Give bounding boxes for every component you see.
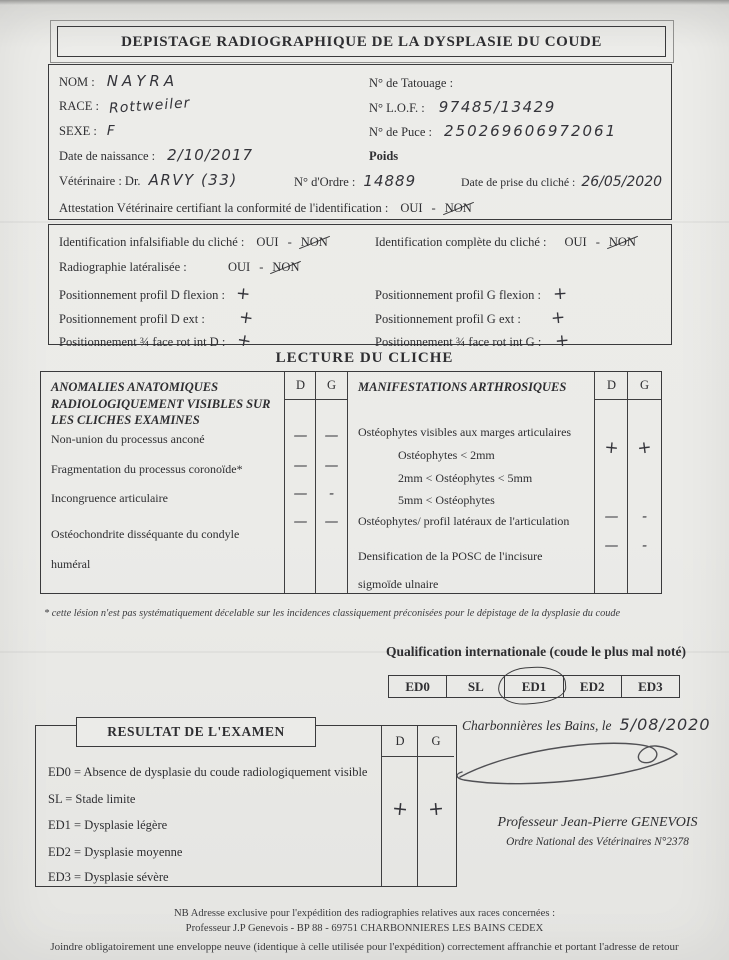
col-d-header: D — [595, 372, 628, 400]
legend-line: ED3 = Dysplasie sévère — [48, 870, 169, 884]
pos-mark: + — [235, 329, 254, 353]
signer-name: Professeur Jean-Pierre GENEVOIS — [497, 815, 698, 830]
resultat-section — [35, 725, 457, 887]
check-infalsifiable — [59, 233, 328, 251]
field-nom — [59, 72, 178, 91]
field-poids — [369, 147, 398, 165]
legend-line: SL = Stade limite — [48, 792, 136, 806]
checks-section — [48, 224, 672, 353]
anomalies-col-d — [284, 372, 316, 593]
scan-edge-shadow — [0, 0, 729, 5]
col-d-header: D — [382, 726, 418, 757]
ed-cell-ed3: ED3 — [638, 678, 663, 694]
paper-crease — [0, 221, 729, 223]
field-veterinaire — [59, 171, 238, 190]
mark-cell: — — [604, 509, 619, 525]
dash-text: - — [431, 201, 436, 215]
anomalies-table — [41, 372, 348, 593]
mark-cell: — — [324, 428, 339, 444]
mark-cell: — — [293, 458, 308, 474]
field-tatouage — [369, 74, 453, 92]
field-naissance — [59, 146, 253, 165]
poids-label: Poids — [369, 149, 399, 163]
ordre-value: 14889 — [363, 172, 417, 190]
form-title-box — [57, 26, 666, 57]
arthrose-header: MANIFESTATIONS ARTHROSIQUES — [358, 380, 567, 394]
tatouage-label: N° de Tatouage : — [369, 76, 454, 90]
ed-cell-sl: SL — [447, 676, 505, 697]
naissance-value: 2/10/2017 — [167, 146, 254, 164]
veterinaire-label: Vétérinaire : Dr. — [59, 174, 141, 188]
non-text-struck: NON — [300, 235, 328, 249]
place-label: Charbonnières les Bains, le — [462, 718, 612, 733]
signature — [446, 733, 694, 795]
pos-mark: + — [554, 330, 571, 352]
pos-d-ext — [59, 308, 253, 328]
mark-cell: - — [641, 509, 648, 525]
anomalies-col-g — [315, 372, 347, 593]
oui-text: OUI — [228, 260, 251, 274]
footer-line-2: Professeur J.P Genevois - BP 88 - 69751 CHARBONNIERES LES BAINS CEDEX — [185, 923, 544, 934]
anomaly-row: Fragmentation du processus coronoïde* — [51, 462, 243, 476]
mark-cell: — — [293, 428, 308, 444]
arthrose-table — [348, 372, 661, 593]
lof-value: 97485/13429 — [438, 98, 556, 116]
pos-label: Positionnement profil G ext : — [375, 312, 521, 326]
signer-order-number: Ordre National des Vétérinaires N°2378 — [506, 836, 689, 848]
pos-label: Positionnement profil D flexion : — [59, 288, 225, 302]
arthrose-row: Ostéophytes visibles aux marges articulaires — [358, 425, 572, 439]
footnote: * cette lésion n'est pas systématiquement décelable sur les incidences classiquement préconisées pour le dépistage de la dysplasie du coude — [44, 608, 621, 619]
anomaly-row: Incongruence articulaire — [51, 491, 168, 505]
pos-mark: + — [234, 283, 252, 305]
resultat-heading: RESULTAT DE L'EXAMEN — [107, 724, 285, 739]
mark-cell: - — [641, 538, 648, 554]
lof-label: N° L.O.F. : — [369, 101, 425, 115]
field-puce — [369, 122, 617, 141]
result-mark-d: + — [390, 797, 410, 821]
attestation-label: Attestation Vétérinaire certifiant la conformité de l'identification : — [59, 201, 389, 215]
ed1-selection-circle — [497, 665, 567, 707]
legend-line: ED1 = Dysplasie légère — [48, 818, 168, 832]
arthrose-row: 2mm < Ostéophytes < 5mm — [398, 471, 533, 485]
mark-cell: — — [293, 514, 308, 530]
non-text-struck: NON — [608, 235, 636, 249]
complete-label: Identification complète du cliché : — [375, 235, 547, 249]
col-d-header: D — [285, 372, 316, 400]
signature-place-line — [462, 715, 711, 735]
pos-label: Positionnement profil D ext : — [59, 312, 205, 326]
qualification-label: Qualification internationale (coude le plus mal noté) — [386, 644, 686, 659]
anomalies-header: ANOMALIES ANATOMIQUES RADIOLOGIQUEMENT VISIBLES SUR LES CLICHES EXAMINES — [51, 380, 271, 427]
infalsifiable-label: Identification infalsifiable du cliché : — [59, 235, 245, 249]
nom-label: NOM : — [59, 75, 95, 89]
lecture-table — [40, 371, 662, 594]
ordre-label: N° d'Ordre : — [294, 175, 356, 189]
oui-text: OUI — [256, 235, 279, 249]
arthrose-row: Ostéophytes/ profil latéraux de l'articulation — [358, 514, 570, 528]
attestation-line — [59, 199, 472, 217]
pos-label: Positionnement profil G flexion : — [375, 288, 541, 302]
field-prise-cliche — [461, 173, 662, 191]
prise-label: Date de prise du cliché : — [461, 175, 576, 189]
puce-label: N° de Puce : — [369, 125, 432, 139]
legend-line: ED0 = Absence de dysplasie du coude radiologiquement visible — [48, 765, 368, 779]
mark-cell: + — [603, 437, 620, 459]
pos-d-rot — [59, 331, 252, 351]
mark-cell: — — [604, 538, 619, 554]
mark-cell: — — [293, 486, 308, 502]
pos-g-rot — [375, 331, 570, 351]
field-sexe — [59, 122, 115, 140]
field-race — [59, 97, 190, 115]
anomaly-row: Ostéochondrite disséquante du condyle huméral — [51, 527, 240, 571]
pos-mark: + — [549, 307, 567, 329]
race-value: Rottweiler — [108, 95, 191, 117]
nom-value: NAYRA — [106, 72, 179, 90]
mark-cell: - — [328, 486, 335, 502]
lateralisee-label: Radiographie latéralisée : — [59, 260, 187, 274]
oui-text: OUI — [564, 235, 587, 249]
col-g-header: G — [418, 726, 454, 757]
ed-cell-ed2: ED2 — [564, 676, 622, 697]
veterinaire-value: ARVY (33) — [148, 171, 238, 189]
non-text-struck: NON — [444, 201, 472, 215]
sexe-label: SEXE : — [59, 124, 97, 138]
resultat-col-d — [381, 726, 418, 886]
pos-label: Positionnement ¾ face rot int D : — [59, 335, 226, 349]
naissance-label: Date de naissance : — [59, 149, 156, 163]
pos-mark: + — [552, 283, 568, 305]
pos-g-flexion — [375, 284, 567, 304]
sexe-value: F — [106, 123, 115, 139]
dash-text: - — [259, 260, 264, 274]
mark-cell: — — [324, 514, 339, 530]
pos-mark: + — [237, 307, 255, 329]
signature-date: 5/08/2020 — [619, 715, 711, 734]
legend-line: ED2 = Dysplasie moyenne — [48, 845, 183, 859]
ed-cell-ed0: ED0 — [389, 676, 447, 697]
puce-value: 250269606972061 — [443, 122, 618, 140]
col-g-header: G — [316, 372, 347, 400]
arthrose-row: Ostéophytes < 2mm — [398, 448, 495, 462]
col-g-header: G — [628, 372, 661, 400]
anomaly-row: Non-union du processus anconé — [51, 432, 205, 446]
attestation-choice — [400, 201, 471, 215]
arthrose-row: 5mm < Ostéophytes — [398, 493, 495, 507]
arthrose-col-g — [627, 372, 661, 593]
result-mark-g: + — [427, 797, 445, 821]
footer-line-3: Joindre obligatoirement une enveloppe neuve (identique à celle utilisée pour l'expédition) correctement affranchie et portant l'adresse de retour — [50, 941, 679, 953]
oui-text: OUI — [400, 201, 423, 215]
form-title: DEPISTAGE RADIOGRAPHIQUE DE LA DYSPLASIE DU COUDE — [121, 34, 602, 50]
mark-cell: + — [636, 437, 653, 459]
mark-cell: — — [324, 458, 339, 474]
footer-line-1: NB Adresse exclusive pour l'expédition des radiographies relatives aux races concernées : — [173, 908, 556, 919]
field-ordre — [294, 172, 416, 191]
dash-text: - — [287, 235, 292, 249]
pos-d-flexion — [59, 284, 250, 304]
non-text-struck: NON — [272, 260, 300, 274]
identity-section — [48, 64, 672, 220]
check-lateralisee — [59, 258, 299, 276]
check-complete — [375, 233, 636, 251]
field-lof — [369, 98, 556, 117]
ed-cell-ed1: ED1 — [505, 676, 563, 697]
resultat-title-box — [76, 717, 316, 747]
pos-label: Positionnement ¾ face rot int G : — [375, 335, 542, 349]
arthrose-col-d — [594, 372, 628, 593]
pos-g-ext — [375, 308, 565, 328]
race-label: RACE : — [59, 99, 99, 113]
lecture-heading: LECTURE DU CLICHE — [275, 350, 454, 366]
dash-text: - — [595, 235, 600, 249]
arthrose-row: Densification de la POSC de l'incisure sigmoïde ulnaire — [358, 549, 543, 591]
prise-value: 26/05/2020 — [581, 174, 663, 190]
